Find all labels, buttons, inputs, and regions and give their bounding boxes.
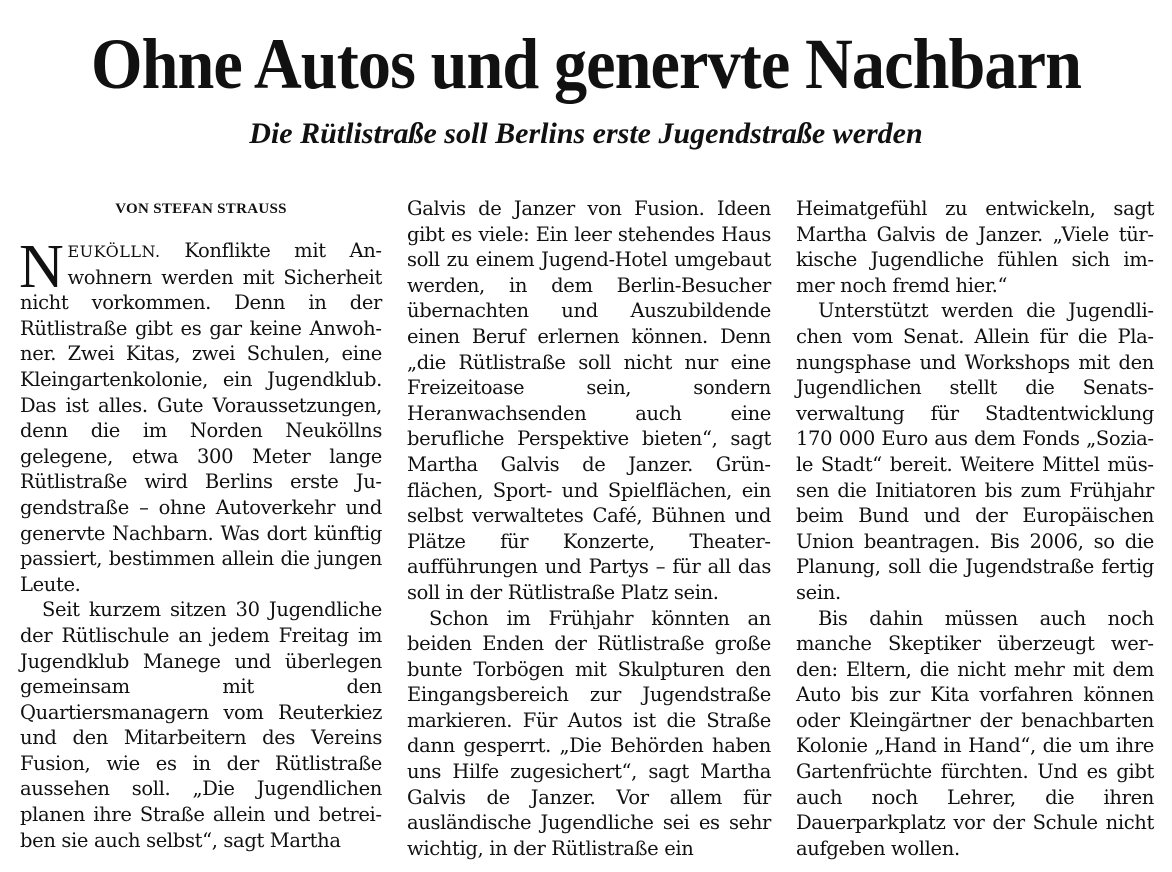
headline: Ohne Autos und genervte Nachbarn [90, 24, 1082, 104]
paragraph-3-continued: Heimatgefühl zu entwickeln, sagt Martha Galvis de Janzer. „Viele türkische Jugendliche fühlen sich immer noch fremd hier.“ [796, 197, 1154, 297]
column-2 [407, 196, 771, 861]
paragraph-4: Unterstützt werden die Jugendlichen vom Senat. Allein für die Planungsphase und Workshops mit den Jugendlichen stellt die Senatsverwaltung für Stadtentwicklung 170 000 Euro aus dem Fonds „Soziale Stadt“ bereit. Weitere Mittel müssen die Initiatoren bis zum Frühjahr beim Bund und der Europäischen Union beantragen. Bis 2006, so die Planung, soll die Jugendstraße fertig sein. [796, 299, 1154, 604]
drop-cap: N [19, 233, 64, 301]
paragraph-2-part: Seit kurzem sitzen 30 Jugendliche der Rütlischule an jedem Freitag im Jugendklub Manege und überlegen gemeinsam mit den Quartiersmanagern vom Reuterkiez und den Mitarbeitern des Vereins Fusion, wie es in der Rütlistraße aussehen soll. „Die Jugendlichen planen ihre Straße allein und betreiben sie auch selbst“, sagt Martha [20, 598, 382, 852]
byline-author: STEFAN STRAUSS [153, 201, 287, 217]
byline-prefix: VON [115, 201, 150, 217]
paragraph-5: Bis dahin müssen auch noch manche Skeptiker überzeugt werden: Eltern, die nicht mehr mit dem Auto bis zur Kita vorfahren können oder Kleingärtner der benachbarten Kolonie „Hand in Hand“, die um ihre Gartenfrüchte fürchten. Und es gibt auch noch Lehrer, die ihren Dauerparkplatz vor der Schule nicht aufgeben wollen. [796, 606, 1154, 860]
paragraph-1 [19, 233, 382, 597]
dateline: EUKÖLLN. [67, 242, 161, 261]
paragraph-3-part: Schon im Frühjahr könnten an beiden Enden der Rütlistraße große bunte Torbögen mit Skulpturen den Eingangsbereich zur Jugendstraße markieren. Für Autos ist die Straße dann gesperrt. „Die Behörden haben uns Hilfe zugesichert“, sagt Martha Galvis de Janzer. Vor allem für ausländische Jugendliche sei es sehr wichtig, in der Rütlistraße ein [407, 606, 771, 860]
column-1 [20, 196, 382, 853]
byline [20, 198, 382, 220]
column-3 [796, 196, 1154, 861]
subheadline: Die Rütlistraße soll Berlins erste Jugendstraße werden [249, 117, 923, 150]
paragraph-2-continued: Galvis de Janzer von Fusion. Ideen gibt es viele: Ein leer stehendes Haus soll zu einem Jugend-Hotel umgebaut werden, in dem Berlin-Besucher übernachten und Auszubildende einen Beruf erlernen können. Denn „die Rütlistraße soll nicht nur eine Freizeitoase sein, sondern Heranwachsenden auch eine berufliche Perspektive bieten“, sagt Martha Galvis de Janzer. Grünflächen, Sport- und Spielflächen, ein selbst verwaltetes Café, Bühnen und Plätze für Konzerte, Theateraufführungen und Partys – für all das soll in der Rütlistraße Platz sein. [407, 197, 771, 604]
paragraph-1-text: Konflikte mit Anwohnern werden mit Sicherheit nicht vorkommen. Denn in der Rütlistraße gibt es gar keine Anwohner. Zwei Kitas, zwei Schulen, eine Kleingartenkolonie, ein Jugendklub. Das ist alles. Gute Voraussetzungen, denn die im Norden Neuköllns gelegene, etwa 300 Meter lange Rütlistraße wird Berlins erste Jugendstraße – ohne Autoverkehr und genervte Nachbarn. Was dort künftig passiert, bestimmen allein die jungen Leute. [20, 239, 382, 596]
